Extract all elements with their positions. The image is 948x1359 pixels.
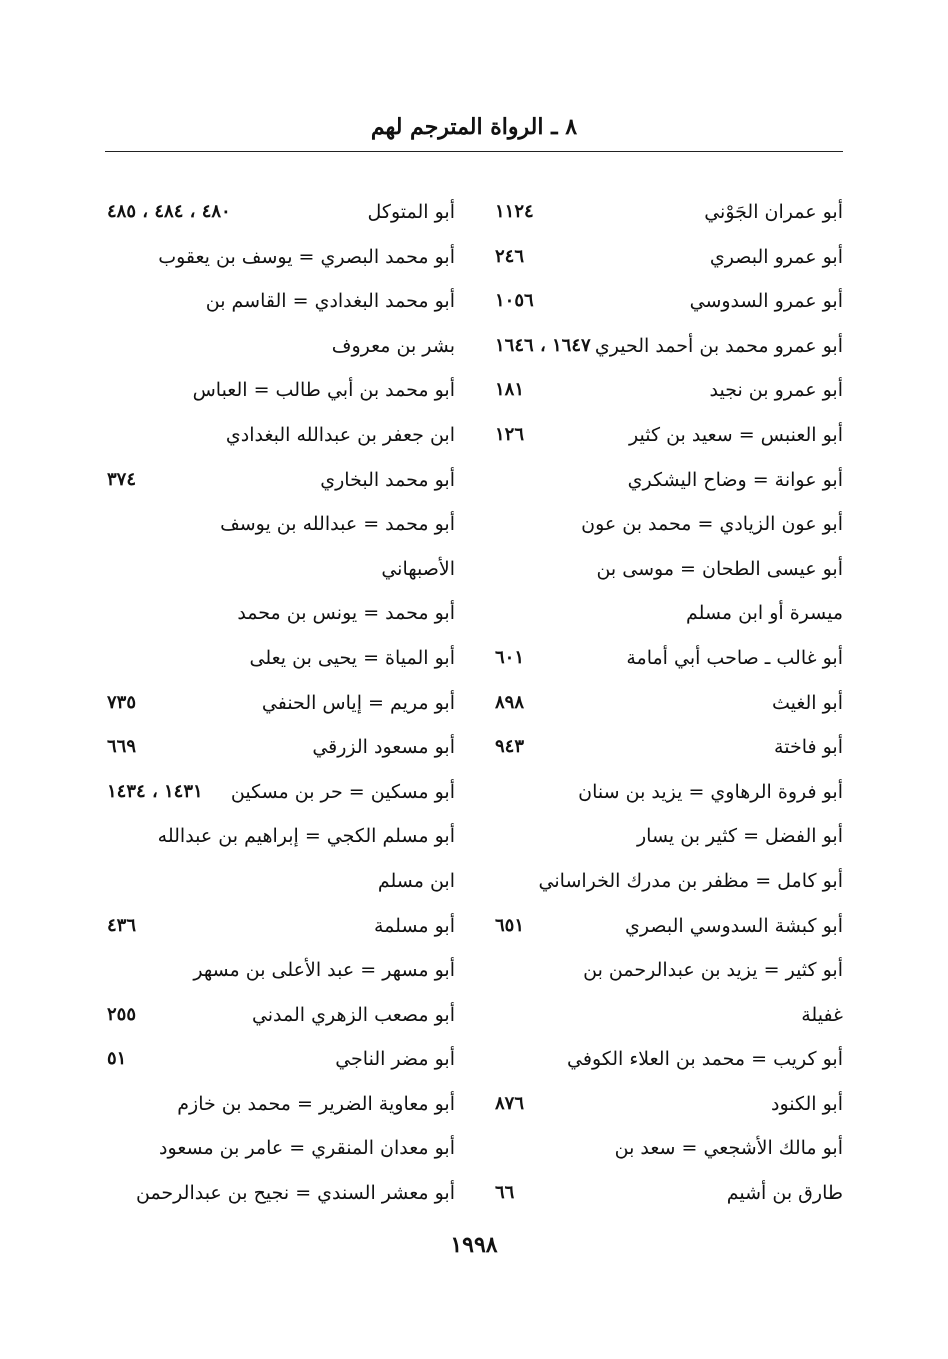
entry-name: أبو عيسى الطحان = موسى بن — [596, 557, 843, 580]
entry-name: أبو محمد البخاري — [320, 468, 455, 491]
entry-name: أبو مريم = إياس الحنفي — [261, 691, 455, 714]
entry-reference-number: ١٠٥٦ — [495, 290, 534, 312]
entry-name: أبو محمد = يونس بن محمد — [237, 602, 455, 625]
index-entry — [107, 904, 455, 949]
entry-name: أبو معاوية الضرير = محمد بن خازم — [177, 1092, 455, 1115]
entry-name: أبو غالب ـ صاحب أبي أمامة — [626, 646, 843, 669]
index-entry — [107, 859, 455, 904]
entry-name: أبو فاختة — [774, 736, 843, 759]
entry-name: أبو مسعود الزرقي — [312, 736, 455, 759]
entry-name: أبو العنبس = سعيد بن كثير — [629, 423, 843, 446]
entry-name: أبو مضر الناجي — [335, 1048, 455, 1071]
entry-name: أبو محمد بن أبي طالب = العباس — [192, 379, 455, 402]
entry-name: أبو المتوكل — [367, 201, 455, 223]
index-entry — [107, 681, 455, 726]
entry-name: أبو مصعب الزهري المدني — [251, 1003, 455, 1026]
entry-name: أبو عون الزيادي = محمد بن عون — [581, 513, 843, 536]
entry-reference-number: ١١٢٤ — [495, 201, 534, 222]
entry-name: غفيلة — [801, 1003, 843, 1026]
index-entry — [107, 1037, 455, 1082]
page-number: ١٩٩٨ — [450, 1232, 498, 1258]
entry-reference-number: ١٨١ — [495, 379, 525, 401]
entry-name: أبو معدان المنقري = عامر بن مسعود — [159, 1137, 455, 1160]
entry-name: أبو مالك الأشجعي = سعد بن — [614, 1137, 843, 1160]
index-entry — [107, 279, 455, 324]
index-entry — [495, 681, 843, 726]
index-entry — [107, 1082, 455, 1127]
index-entry — [495, 904, 843, 949]
entry-name: أبو محمد البصري = يوسف بن يعقوب — [158, 245, 455, 268]
index-entry — [495, 368, 843, 413]
entry-reference-number: ٩٤٣ — [495, 736, 525, 758]
entry-name: أبو عوانة = وضاح اليشكري — [627, 468, 843, 491]
page-header-title: ٨ ـ الرواة المترجم لهم — [370, 114, 578, 140]
entry-name: طارق بن أشيم — [726, 1182, 843, 1205]
index-entry — [495, 413, 843, 458]
entry-name: أبو الغيث — [771, 691, 843, 714]
index-entry — [495, 324, 843, 369]
index-entry — [107, 190, 455, 235]
index-entry — [495, 547, 843, 592]
index-entry — [107, 948, 455, 993]
index-entry — [495, 591, 843, 636]
entry-name: أبو عمرو البصري — [709, 245, 843, 268]
index-entry — [107, 1171, 455, 1216]
entry-reference-number: ٥١ — [107, 1048, 127, 1070]
index-entry — [495, 814, 843, 859]
entry-name: أبو كامل = مظفر بن مدرك الخراساني — [538, 869, 843, 892]
entry-reference-number: ٧٣٥ — [107, 691, 137, 713]
index-entry — [107, 413, 455, 458]
entry-reference-number: ١٦٤٧ ، ١٦٤٦ — [495, 334, 591, 356]
index-entry — [495, 458, 843, 503]
entry-name: أبو عمرو السدوسي — [689, 290, 843, 313]
entry-name: أبو عمرو محمد بن أحمد الحيري — [594, 334, 843, 357]
index-entry — [495, 235, 843, 280]
left-column — [107, 190, 455, 1216]
entry-name: أبو فروة الرهاوي = يزيد بن سنان — [578, 780, 843, 803]
index-entry — [107, 725, 455, 770]
entry-name: أبو الفضل = كثير بن يسار — [637, 825, 843, 848]
entry-name: أبو مسلم الكجي = إبراهيم بن عبدالله — [157, 825, 455, 848]
entry-reference-number: ١٢٦ — [495, 423, 525, 445]
entry-reference-number: ٢٤٦ — [495, 245, 525, 267]
index-entry — [495, 279, 843, 324]
entry-name: أبو مسكين = حر بن مسكين — [230, 780, 455, 803]
entry-name: أبو محمد البغدادي = القاسم بن — [205, 290, 455, 313]
index-entry — [107, 547, 455, 592]
entry-reference-number: ٣٧٤ — [107, 468, 137, 490]
index-entry — [495, 636, 843, 681]
entry-name: ميسرة أو ابن مسلم — [686, 602, 843, 625]
entry-name: أبو معشر السندي = نجيح بن عبدالرحمن — [135, 1182, 455, 1205]
entry-reference-number: ٢٥٥ — [107, 1003, 137, 1025]
entry-name: أبو مسهر = عبد الأعلى بن مسهر — [193, 959, 455, 982]
entry-reference-number: ٨٧٦ — [495, 1092, 525, 1114]
right-column — [495, 190, 843, 1216]
entry-name: أبو كثير = يزيد بن عبدالرحمن بن — [583, 959, 843, 982]
entry-name: أبو مسلمة — [373, 914, 455, 937]
index-entry — [495, 859, 843, 904]
entry-reference-number: ١٤٣١ ، ١٤٣٤ — [107, 780, 203, 802]
index-entry — [495, 502, 843, 547]
index-entry — [495, 1171, 843, 1216]
entry-name: ابن جعفر بن عبدالله البغدادي — [225, 423, 455, 446]
entry-reference-number: ٦٥١ — [495, 914, 525, 936]
entry-name: الأصبهاني — [381, 557, 455, 580]
index-entry — [495, 725, 843, 770]
index-entry — [107, 591, 455, 636]
index-entry — [107, 368, 455, 413]
index-entry — [107, 814, 455, 859]
index-entry — [107, 993, 455, 1038]
entry-name: أبو المياة = يحيى بن يعلى — [249, 646, 455, 669]
entry-reference-number: ٤٨٠ ، ٤٨٤ ، ٤٨٥ — [107, 201, 231, 222]
header-rule — [105, 151, 843, 152]
index-entry — [495, 1126, 843, 1171]
entry-name: أبو الكنود — [771, 1092, 843, 1115]
entry-name: أبو كبشة السدوسي البصري — [625, 914, 843, 937]
index-entry — [495, 770, 843, 815]
index-entry — [495, 1082, 843, 1127]
entry-reference-number: ٤٣٦ — [107, 914, 137, 936]
entry-name: أبو محمد = عبدالله بن يوسف — [220, 513, 455, 536]
index-entry — [107, 324, 455, 369]
entry-name: أبو عمرو بن نجيد — [709, 379, 843, 402]
index-entry — [107, 502, 455, 547]
index-entry — [107, 235, 455, 280]
entry-name: ابن مسلم — [377, 869, 455, 892]
index-entry — [495, 993, 843, 1038]
entry-reference-number: ٦٦ — [495, 1182, 515, 1204]
index-entry — [495, 948, 843, 993]
entry-reference-number: ٦٠١ — [495, 646, 525, 668]
index-entry — [107, 770, 455, 815]
entry-name: أبو عمران الجَوْني — [704, 201, 843, 223]
index-entry — [107, 636, 455, 681]
entry-name: أبو كريب = محمد بن العلاء الكوفي — [567, 1048, 843, 1071]
entry-reference-number: ٦٦٩ — [107, 736, 137, 758]
index-entry — [495, 1037, 843, 1082]
entry-reference-number: ٨٩٨ — [495, 691, 525, 713]
index-entry — [107, 458, 455, 503]
index-entry — [495, 190, 843, 235]
index-entry — [107, 1126, 455, 1171]
entry-name: بشر بن معروف — [331, 334, 455, 357]
